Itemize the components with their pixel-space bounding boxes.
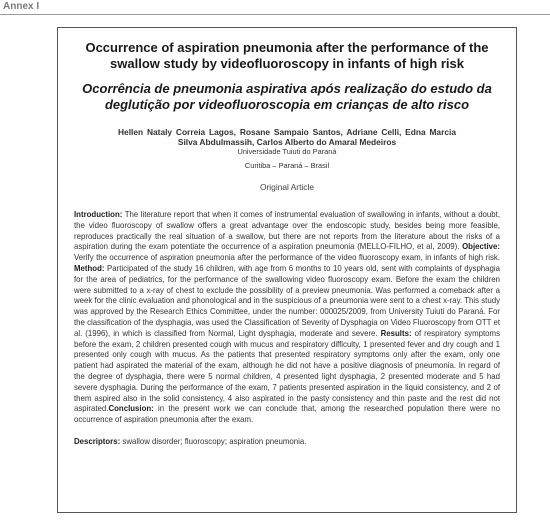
author-list: Hellen Nataly Correia Lagos, Rosane Sampaio Santos, Adriane Celli, Edna Marcia Silva Abdulmassih, Carlos Alberto do Amaral Medeiros [118,127,456,147]
annex-label: Annex I [3,1,40,12]
abstract-body [74,210,500,426]
introduction-label: Introduction: [74,210,123,219]
conclusion-label: Conclusion: [108,404,154,414]
annex-divider [0,14,550,15]
abstract-frame [57,27,517,513]
results-label: Results: [380,328,412,338]
affiliation: Universidade Tuiuti do Paraná [237,147,337,156]
conclusion-text: in the present work we can conclude that, among the researched population there were no occurrence of aspiration pneumonia after the exam. [74,404,500,425]
article-type: Original Article [260,182,314,192]
descriptors-text: swallow disorder; fluoroscopy; aspiration pneumonia. [120,436,307,446]
location: Curitiba – Paraná – Brasil [244,161,330,170]
descriptors-label: Descriptors: [74,436,121,446]
descriptors [74,437,500,447]
title-english: Occurrence of aspiration pneumonia after the performance of the swallow study by videofluoroscopy in infants of high risk [85,40,489,71]
results-text: of respiratory symptoms before the exam, 2 children presented cough with mucus and respiratory difficulty, 1 presented fever and dry cough and 1 presented only cough with mucus. As the patients that presented respiratory symptoms only after the exam, only one patient had aspirated the material of the exam, although he did not have a positive diagnosis of pneumonia. In regard of the degree of dysphagia, there were 5 normal children, 4 presented light dysphagia, 2 presented moderate and 5 had severe dysphagia. During the performance of the exam, 7 patients presented aspiration in the liquid consistency, and 2 of them aspired also in the solid consistency, 4 also aspirated in the pasty consistency and thin paste and the rest did not aspirated. [74,328,500,414]
introduction-text: The literature report that when it comes of instrumental evaluation of swallowing in infants, without a doubt, the video fluoroscopy of swallow offers a great advantage over the endoscopic study, besides being more feasible, reproduces practically the real situation of a swallow, but there are not reports from the literature about the risks of a aspiration during the exam potentiate the occurrence of a aspiration pneumonia (MELLO-FILHO, et al, 2009). [74,210,500,252]
objective-text: Verify the occurrence of aspiration pneumonia after the performance of the video fluoroscopy exam, in infants of high risk. [74,253,500,263]
title-portuguese: Ocorrência de pneumonia aspirativa após realização do estudo da deglutição por videofluoroscopia em crianças de alto risco [82,81,492,112]
method-text: Participated of the study 16 children, with age from 6 months to 10 years old, sent with complaints of dysphagia for the area of pediatrics, for the performance of the swallowing video fluoroscopy exam. Before the exam the children were submitted to a x-ray of chest to exclude the possibility of a preview pneumonia. Was performed a comeback after a week for the clinic evaluation and phonological and in the suspicious of a pneumonia were sent to a chest x-ray. This study was approved by the Research Ethics Committee, under the number: 000025/2009, from University Tuiuti do Paraná. For the classification of the dysphagia, was used the Classification of Severity of Dysphagia on Video Fluoroscopy from OTT et al. (1996), in which is classified from Normal, Light dysphagia, moderate and severe. [74,263,500,338]
method-label: Method: [74,263,105,273]
objective-label: Objective: [462,242,500,252]
